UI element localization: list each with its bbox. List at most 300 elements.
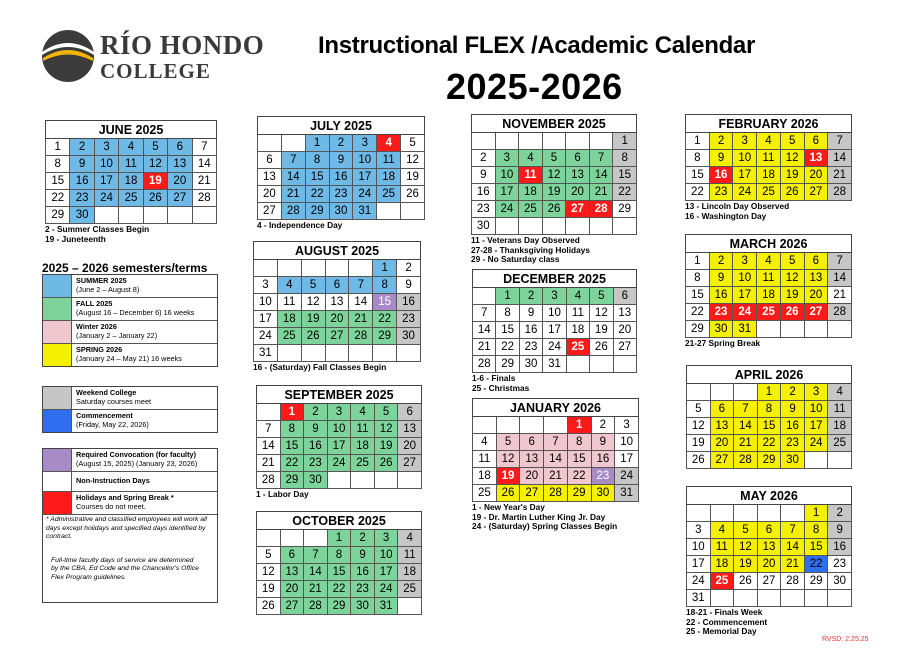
day-cell: 17 (804, 418, 828, 435)
day-cell: 1 (373, 260, 397, 277)
day-cell: 24 (353, 186, 377, 203)
day-cell: 7 (281, 152, 305, 169)
day-cell: 20 (804, 167, 828, 184)
note-line: 19 - Juneteenth (45, 233, 106, 244)
empty-cell (710, 384, 734, 401)
empty-cell (589, 218, 613, 235)
day-cell: 26 (374, 455, 398, 472)
day-cell: 5 (496, 434, 520, 451)
day-cell: 23 (351, 581, 375, 598)
day-cell: 17 (327, 438, 351, 455)
day-cell: 5 (401, 135, 425, 152)
empty-cell (590, 356, 613, 373)
day-cell: 2 (591, 417, 615, 434)
day-cell: 12 (780, 150, 804, 167)
empty-cell (119, 207, 143, 224)
day-cell: 8 (305, 152, 329, 169)
day-cell: 20 (757, 556, 781, 573)
empty-cell (377, 203, 401, 220)
day-cell: 30 (70, 207, 94, 224)
day-cell: 29 (567, 485, 591, 502)
day-cell: 25 (277, 328, 301, 345)
empty-cell (566, 356, 589, 373)
day-cell: 11 (757, 150, 781, 167)
day-cell: 18 (351, 438, 375, 455)
day-cell: 29 (280, 472, 304, 489)
month-notes (253, 363, 421, 373)
day-cell: 11 (119, 156, 143, 173)
empty-cell (301, 260, 325, 277)
day-cell: 4 (351, 404, 375, 421)
week-row (687, 452, 852, 469)
note-line: 4 - Independence Day (257, 220, 343, 230)
day-cell: 8 (757, 401, 781, 418)
day-cell: 1 (305, 135, 329, 152)
summer-swatch (43, 275, 72, 297)
week-row (472, 218, 637, 235)
day-cell: 1 (804, 505, 828, 522)
day-cell: 19 (687, 435, 711, 452)
college-name: RÍO HONDO (100, 30, 265, 60)
day-cell: 1 (496, 288, 519, 305)
day-cell: 12 (496, 451, 520, 468)
month-notes (471, 236, 637, 265)
day-cell: 19 (542, 184, 566, 201)
day-cell: 25 (473, 485, 497, 502)
calendar-march (685, 234, 852, 349)
note-line: 1 - Labor Day (256, 489, 309, 499)
day-cell: 2 (329, 135, 353, 152)
empty-cell (192, 207, 216, 224)
day-cell: 7 (781, 522, 805, 539)
day-cell: 27 (280, 598, 304, 615)
note-line: 1-6 - Finals (472, 373, 516, 383)
day-cell: 26 (780, 184, 804, 201)
day-cell: 24 (733, 304, 757, 321)
month-grid (256, 385, 422, 489)
day-cell: 1 (686, 133, 710, 150)
month-title: MARCH 2026 (686, 235, 852, 253)
day-cell: 28 (589, 201, 613, 218)
day-cell: 11 (710, 539, 734, 556)
day-cell: 17 (543, 322, 566, 339)
day-cell: 11 (566, 305, 589, 322)
calendar-september (256, 385, 422, 500)
day-cell: 10 (353, 152, 377, 169)
day-cell: 15 (757, 418, 781, 435)
empty-cell (828, 452, 852, 469)
empty-cell (613, 218, 637, 235)
day-cell: 21 (828, 167, 852, 184)
college-name-line2: COLLEGE (100, 59, 211, 83)
day-cell: 19 (257, 581, 281, 598)
month-grid (45, 120, 217, 224)
day-cell: 11 (351, 421, 375, 438)
calendar-october (256, 511, 422, 615)
note-line: 16 - Washington Day (685, 210, 767, 221)
day-cell: 9 (828, 522, 852, 539)
day-cell: 26 (401, 186, 425, 203)
faculty-note: Full-time faculty days of service are determined by the CBA, Ed Code and the Chancellor's Office Flex Program guidelines. (51, 556, 199, 581)
day-cell: 9 (70, 156, 94, 173)
day-cell: 25 (757, 304, 781, 321)
week-row (257, 598, 422, 615)
day-cell: 6 (280, 547, 304, 564)
week-row (257, 438, 422, 455)
day-cell: 5 (780, 133, 804, 150)
day-cell: 6 (804, 133, 828, 150)
day-cell: 21 (734, 435, 758, 452)
legend-convocation: Required Convocation (for faculty) (August 15, 2025) (January 23, 2026) (43, 449, 217, 472)
week-row (254, 311, 421, 328)
day-cell: 24 (254, 328, 278, 345)
day-cell: 1 (46, 139, 70, 156)
day-cell: 16 (351, 564, 375, 581)
empty-cell (542, 218, 566, 235)
month-title: MAY 2026 (687, 487, 852, 505)
week-row (686, 184, 852, 201)
week-row (686, 167, 852, 184)
empty-cell (566, 133, 590, 150)
day-cell: 20 (804, 287, 828, 304)
day-cell: 3 (804, 384, 828, 401)
day-cell: 26 (496, 485, 520, 502)
day-cell: 26 (780, 304, 804, 321)
empty-cell (373, 345, 397, 362)
day-cell: 9 (591, 434, 615, 451)
day-cell: 6 (258, 152, 282, 169)
day-cell: 22 (613, 184, 637, 201)
empty-cell (257, 404, 281, 421)
day-cell: 19 (374, 438, 398, 455)
day-cell: 19 (780, 167, 804, 184)
empty-cell (495, 218, 519, 235)
empty-cell (473, 417, 497, 434)
day-cell: 9 (519, 305, 542, 322)
month-title: JANUARY 2026 (473, 399, 639, 417)
day-cell: 14 (734, 418, 758, 435)
day-cell: 5 (374, 404, 398, 421)
day-cell: 25 (710, 573, 734, 590)
day-cell: 20 (280, 581, 304, 598)
week-row (46, 207, 217, 224)
day-cell: 16 (781, 418, 805, 435)
day-cell: 9 (304, 421, 328, 438)
day-cell: 7 (473, 305, 496, 322)
day-cell: 3 (495, 150, 519, 167)
commencement-swatch (43, 410, 72, 432)
day-cell: 9 (781, 401, 805, 418)
day-cell: 4 (757, 133, 781, 150)
day-cell: 22 (686, 304, 710, 321)
month-grid (472, 398, 639, 502)
day-cell: 18 (710, 556, 734, 573)
day-cell: 1 (327, 530, 351, 547)
day-cell: 15 (686, 167, 710, 184)
month-grid (256, 511, 422, 615)
day-cell: 17 (495, 184, 519, 201)
day-cell: 30 (709, 321, 733, 338)
month-notes (257, 221, 425, 231)
day-cell: 30 (519, 356, 542, 373)
day-cell: 10 (543, 305, 566, 322)
day-cell: 11 (377, 152, 401, 169)
page-title: Instructional FLEX /Academic Calendar (318, 32, 756, 59)
day-cell: 1 (280, 404, 304, 421)
day-cell: 28 (304, 598, 328, 615)
week-row (258, 186, 425, 203)
empty-cell (398, 472, 422, 489)
week-row (686, 287, 852, 304)
empty-cell (351, 472, 375, 489)
week-row (687, 522, 852, 539)
day-cell: 16 (397, 294, 421, 311)
note-line: 22 - Commencement (686, 616, 768, 627)
week-row (46, 139, 217, 156)
day-cell: 11 (277, 294, 301, 311)
day-cell: 31 (374, 598, 398, 615)
day-cell: 15 (305, 169, 329, 186)
week-row (472, 184, 637, 201)
empty-cell (94, 207, 118, 224)
legend-spring: SPRING 2026 (January 24 – May 21) 16 weeks (43, 344, 217, 366)
spring-swatch (43, 344, 72, 366)
note-line: 27-28 - Thanksgiving Holidays (471, 244, 590, 255)
week-row (254, 345, 421, 362)
day-cell: 18 (757, 287, 781, 304)
day-cell: 2 (781, 384, 805, 401)
day-cell: 18 (277, 311, 301, 328)
week-row (254, 294, 421, 311)
empty-cell (804, 321, 828, 338)
calendar-february (685, 114, 852, 221)
day-cell: 15 (686, 287, 710, 304)
day-cell: 13 (398, 421, 422, 438)
week-row (686, 150, 852, 167)
legend-heading: 2025 – 2026 semesters/terms (42, 261, 208, 275)
day-cell: 22 (567, 468, 591, 485)
day-cell: 26 (687, 452, 711, 469)
day-cell: 12 (734, 539, 758, 556)
empty-cell (349, 260, 373, 277)
empty-cell (254, 260, 278, 277)
day-cell: 17 (374, 564, 398, 581)
day-cell: 30 (828, 573, 852, 590)
day-cell: 18 (377, 169, 401, 186)
week-row (473, 434, 639, 451)
month-title: FEBRUARY 2026 (686, 115, 852, 133)
day-cell: 27 (398, 455, 422, 472)
week-row (257, 530, 422, 547)
empty-cell (143, 207, 167, 224)
day-cell: 10 (327, 421, 351, 438)
day-cell: 17 (353, 169, 377, 186)
day-cell: 9 (329, 152, 353, 169)
day-cell: 10 (615, 434, 639, 451)
day-cell: 24 (374, 581, 398, 598)
month-grid (253, 241, 421, 362)
week-row (473, 305, 637, 322)
day-cell: 7 (257, 421, 281, 438)
day-cell: 23 (709, 304, 733, 321)
empty-cell (542, 133, 566, 150)
legend-summer: SUMMER 2025 (June 2 – August 8) (43, 275, 217, 298)
day-cell: 30 (781, 452, 805, 469)
day-cell: 25 (119, 190, 143, 207)
day-cell: 3 (374, 530, 398, 547)
day-cell: 13 (710, 418, 734, 435)
day-cell: 2 (351, 530, 375, 547)
week-row (686, 321, 852, 338)
day-cell: 7 (734, 401, 758, 418)
empty-cell (781, 590, 805, 607)
day-cell: 17 (615, 451, 639, 468)
empty-cell (398, 598, 422, 615)
empty-cell (710, 590, 734, 607)
week-row (473, 339, 637, 356)
day-cell: 3 (687, 522, 711, 539)
day-cell: 9 (472, 167, 496, 184)
day-cell: 14 (349, 294, 373, 311)
day-cell: 19 (401, 169, 425, 186)
day-cell: 23 (709, 184, 733, 201)
day-cell: 13 (168, 156, 192, 173)
empty-cell (828, 321, 852, 338)
day-cell: 24 (733, 184, 757, 201)
note-line: 29 - No Saturday class (471, 254, 560, 264)
day-cell: 15 (567, 451, 591, 468)
empty-cell (780, 321, 804, 338)
day-cell: 22 (496, 339, 519, 356)
legend-holidays: Holidays and Spring Break * Courses do not meet. (43, 492, 217, 515)
day-cell: 21 (192, 173, 216, 190)
empty-cell (757, 505, 781, 522)
empty-cell (519, 218, 543, 235)
day-cell: 19 (734, 556, 758, 573)
month-title: JULY 2025 (258, 117, 425, 135)
legend-winter: Winter 2026 (January 2 – January 22) (43, 321, 217, 344)
day-cell: 4 (377, 135, 401, 152)
revision-date: RVSD: 2.25.25 (822, 636, 869, 643)
day-cell: 5 (734, 522, 758, 539)
month-grid (686, 365, 852, 469)
day-cell: 28 (781, 573, 805, 590)
day-cell: 26 (590, 339, 613, 356)
day-cell: 12 (590, 305, 613, 322)
day-cell: 26 (257, 598, 281, 615)
note-line: 1 - New Year's Day (472, 502, 545, 512)
empty-cell (566, 218, 590, 235)
day-cell: 13 (757, 539, 781, 556)
calendar-april (686, 365, 852, 469)
day-cell: 23 (781, 435, 805, 452)
day-cell: 18 (566, 322, 589, 339)
week-row (254, 277, 421, 294)
empty-cell (325, 345, 349, 362)
day-cell: 14 (828, 150, 852, 167)
day-cell: 22 (757, 435, 781, 452)
day-cell: 24 (687, 573, 711, 590)
day-cell: 4 (277, 277, 301, 294)
month-title: APRIL 2026 (687, 366, 852, 384)
month-grid (257, 116, 425, 220)
day-cell: 25 (351, 455, 375, 472)
legend-days (42, 448, 218, 603)
day-cell: 23 (472, 201, 496, 218)
day-cell: 29 (305, 203, 329, 220)
day-cell: 7 (828, 133, 852, 150)
day-cell: 23 (519, 339, 542, 356)
day-cell: 14 (828, 270, 852, 287)
empty-cell (277, 260, 301, 277)
legend-non-instruction: Non-Instruction Days (43, 472, 217, 492)
day-cell: 27 (757, 573, 781, 590)
day-cell: 25 (377, 186, 401, 203)
day-cell: 2 (709, 253, 733, 270)
empty-cell (828, 590, 852, 607)
week-row (258, 152, 425, 169)
note-line: 11 - Veterans Day Observed (471, 235, 580, 245)
day-cell: 18 (398, 564, 422, 581)
day-cell: 28 (281, 203, 305, 220)
day-cell: 26 (734, 573, 758, 590)
day-cell: 3 (254, 277, 278, 294)
empty-cell (281, 135, 305, 152)
empty-cell (374, 472, 398, 489)
day-cell: 8 (327, 547, 351, 564)
day-cell: 5 (257, 547, 281, 564)
day-cell: 4 (757, 253, 781, 270)
month-grid (472, 269, 637, 373)
week-row (257, 547, 422, 564)
day-cell: 29 (804, 573, 828, 590)
day-cell: 18 (828, 418, 852, 435)
week-row (473, 356, 637, 373)
day-cell: 12 (780, 270, 804, 287)
day-cell: 24 (94, 190, 118, 207)
week-row (687, 384, 852, 401)
week-row (687, 505, 852, 522)
empty-cell (544, 417, 568, 434)
day-cell: 9 (709, 150, 733, 167)
month-grid (471, 114, 637, 235)
day-cell: 16 (709, 167, 733, 184)
empty-cell (519, 133, 543, 150)
note-line: 13 - Lincoln Day Observed (685, 201, 790, 211)
day-cell: 28 (192, 190, 216, 207)
day-cell: 21 (544, 468, 568, 485)
day-cell: 23 (70, 190, 94, 207)
month-notes (472, 503, 639, 532)
day-cell: 11 (828, 401, 852, 418)
day-cell: 23 (828, 556, 852, 573)
month-grid (685, 114, 852, 201)
empty-cell (804, 590, 828, 607)
empty-cell (495, 133, 519, 150)
day-cell: 3 (615, 417, 639, 434)
day-cell: 23 (397, 311, 421, 328)
day-cell: 1 (567, 417, 591, 434)
day-cell: 18 (757, 167, 781, 184)
week-row (472, 201, 637, 218)
day-cell: 5 (143, 139, 167, 156)
empty-cell (734, 590, 758, 607)
day-cell: 27 (168, 190, 192, 207)
week-row (472, 150, 637, 167)
day-cell: 1 (686, 253, 710, 270)
legend-terms (42, 274, 218, 367)
empty-cell (781, 505, 805, 522)
